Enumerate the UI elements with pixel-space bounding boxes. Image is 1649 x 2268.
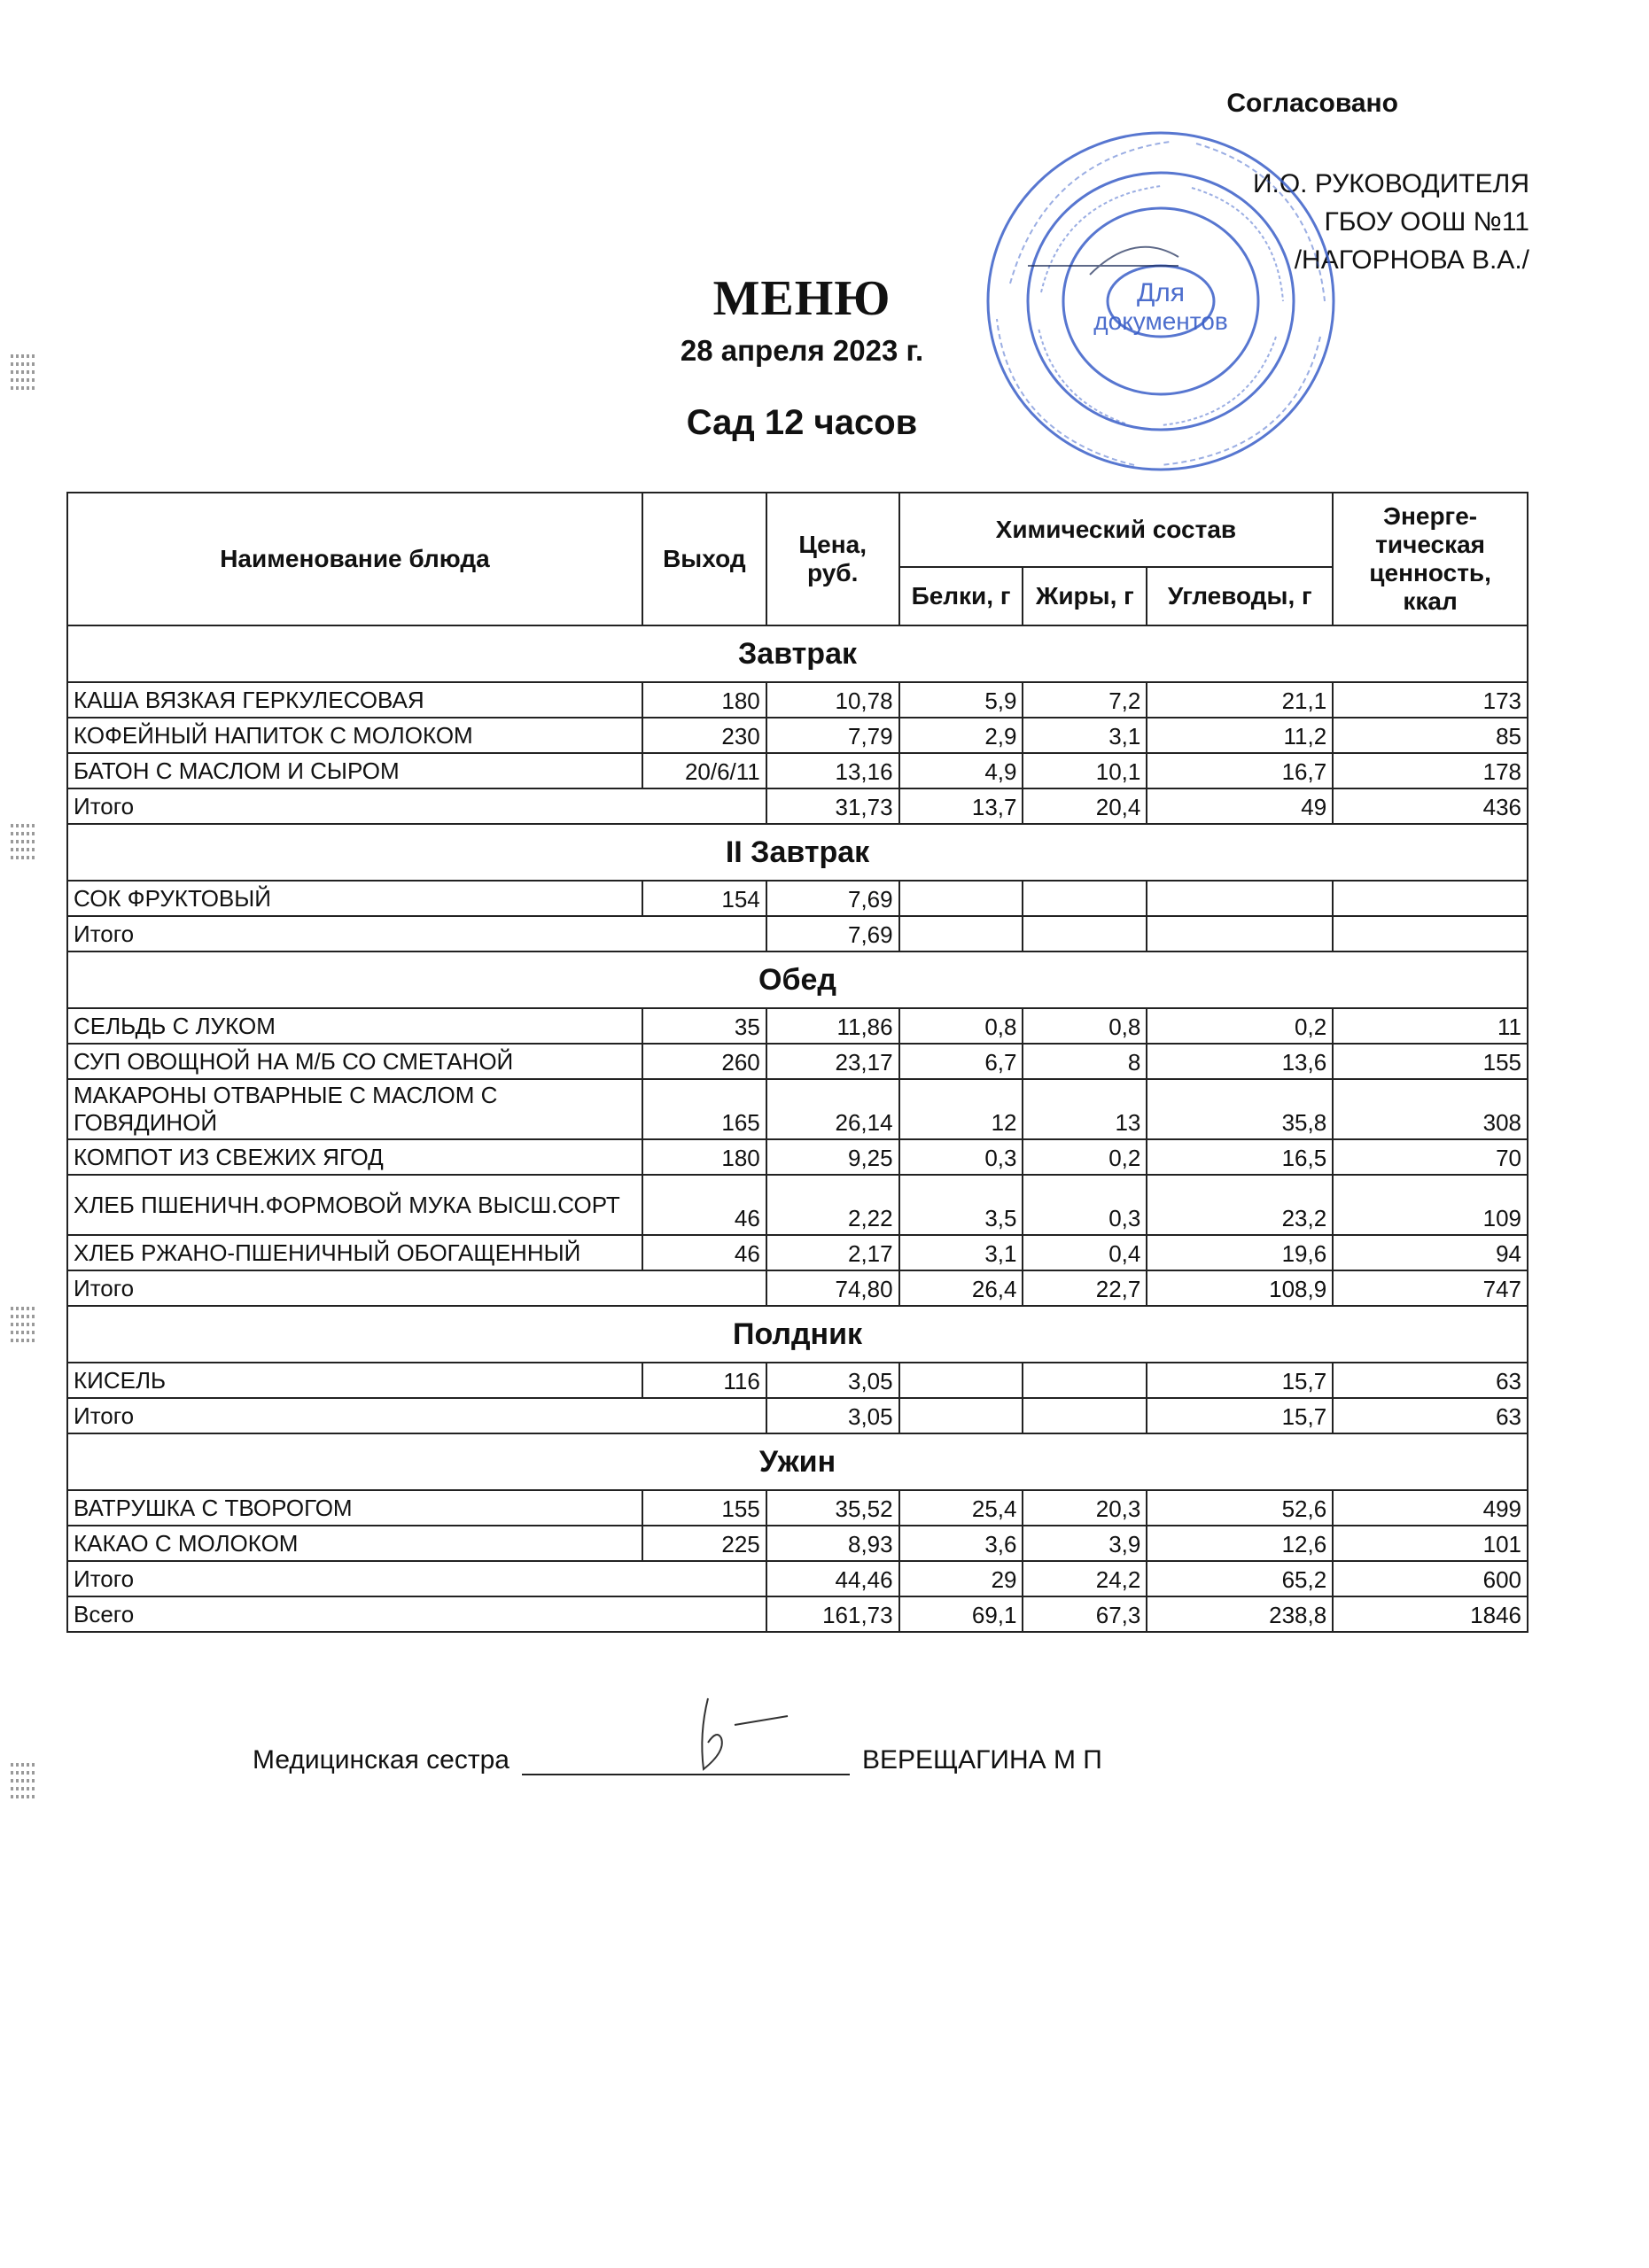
cell-fat: 0,3	[1023, 1175, 1147, 1235]
total-row	[67, 788, 1528, 824]
cell-energy: 70	[1333, 1139, 1528, 1175]
table-row	[67, 1175, 1528, 1235]
cell-carbs: 0,2	[1147, 1008, 1333, 1044]
total-price: 74,80	[766, 1270, 899, 1306]
cell-energy: 101	[1333, 1526, 1528, 1561]
cell-protein: 12	[899, 1079, 1023, 1139]
total-fat	[1023, 1398, 1147, 1433]
total-row	[67, 1270, 1528, 1306]
cell-price: 7,69	[766, 881, 899, 916]
dish-name: ХЛЕБ РЖАНО-ПШЕНИЧНЫЙ ОБОГАЩЕННЫЙ	[67, 1235, 642, 1270]
section-row	[67, 951, 1528, 1008]
cell-energy	[1333, 881, 1528, 916]
grand-total-label: Всего	[67, 1596, 766, 1632]
total-price: 31,73	[766, 788, 899, 824]
total-energy: 63	[1333, 1398, 1528, 1433]
total-fat: 20,4	[1023, 788, 1147, 824]
cell-output: 180	[642, 682, 766, 718]
table-row	[67, 718, 1528, 753]
cell-protein	[899, 881, 1023, 916]
grand-total-energy: 1846	[1333, 1596, 1528, 1632]
total-carbs	[1147, 916, 1333, 951]
cell-fat	[1023, 1363, 1147, 1398]
cell-fat: 0,2	[1023, 1139, 1147, 1175]
total-fat: 24,2	[1023, 1561, 1147, 1596]
cell-energy: 85	[1333, 718, 1528, 753]
section-row	[67, 1306, 1528, 1363]
total-label: Итого	[67, 916, 766, 951]
cell-energy: 499	[1333, 1490, 1528, 1526]
cell-price: 3,05	[766, 1363, 899, 1398]
dish-name: БАТОН С МАСЛОМ И СЫРОМ	[67, 753, 642, 788]
dish-name: КАША ВЯЗКАЯ ГЕРКУЛЕСОВАЯ	[67, 682, 642, 718]
cell-fat: 3,9	[1023, 1526, 1147, 1561]
total-protein: 13,7	[899, 788, 1023, 824]
cell-output: 225	[642, 1526, 766, 1561]
section-row	[67, 824, 1528, 881]
grand-total-row	[67, 1596, 1528, 1632]
header-carbs: Углеводы, г	[1147, 567, 1333, 625]
cell-energy: 94	[1333, 1235, 1528, 1270]
grand-total-protein: 69,1	[899, 1596, 1023, 1632]
total-protein: 29	[899, 1561, 1023, 1596]
approval-position: И.О. РУКОВОДИТЕЛЯ	[1252, 169, 1529, 198]
cell-fat: 8	[1023, 1044, 1147, 1079]
cell-protein: 0,3	[899, 1139, 1023, 1175]
grand-total-fat: 67,3	[1023, 1596, 1147, 1632]
cell-protein: 2,9	[899, 718, 1023, 753]
approval-person: /НАГОРНОВА В.А./	[1294, 245, 1529, 275]
dish-name: СУП ОВОЩНОЙ НА М/Б СО СМЕТАНОЙ	[67, 1044, 642, 1079]
cell-fat: 10,1	[1023, 753, 1147, 788]
cell-output: 165	[642, 1079, 766, 1139]
dish-name: КИСЕЛЬ	[67, 1363, 642, 1398]
cell-protein: 3,6	[899, 1526, 1023, 1561]
cell-output: 260	[642, 1044, 766, 1079]
total-fat: 22,7	[1023, 1270, 1147, 1306]
cell-price: 2,17	[766, 1235, 899, 1270]
total-protein: 26,4	[899, 1270, 1023, 1306]
header-energy: Энерге-тическая ценность, ккал	[1333, 493, 1528, 625]
section-row	[67, 625, 1528, 682]
table-row	[67, 881, 1528, 916]
cell-carbs: 35,8	[1147, 1079, 1333, 1139]
cell-price: 9,25	[766, 1139, 899, 1175]
header-protein: Белки, г	[899, 567, 1023, 625]
cell-protein: 3,5	[899, 1175, 1023, 1235]
signer-role: Медицинская сестра	[253, 1745, 509, 1775]
cell-protein: 3,1	[899, 1235, 1023, 1270]
section-title: Полдник	[67, 1306, 1528, 1363]
menu-table	[66, 492, 1528, 1633]
total-price: 44,46	[766, 1561, 899, 1596]
cell-carbs: 15,7	[1147, 1363, 1333, 1398]
cell-energy: 173	[1333, 682, 1528, 718]
cell-carbs: 16,7	[1147, 753, 1333, 788]
cell-output: 230	[642, 718, 766, 753]
total-row	[67, 916, 1528, 951]
grand-total-price: 161,73	[766, 1596, 899, 1632]
cell-fat	[1023, 881, 1147, 916]
cell-fat: 7,2	[1023, 682, 1147, 718]
cell-protein: 0,8	[899, 1008, 1023, 1044]
total-label: Итого	[67, 1398, 766, 1433]
cell-price: 2,22	[766, 1175, 899, 1235]
dish-name: МАКАРОНЫ ОТВАРНЫЕ С МАСЛОМ С ГОВЯДИНОЙ	[67, 1079, 642, 1139]
cell-carbs: 52,6	[1147, 1490, 1333, 1526]
cell-output: 46	[642, 1235, 766, 1270]
approval-heading: Согласовано	[1226, 89, 1398, 118]
cell-carbs: 12,6	[1147, 1526, 1333, 1561]
table-row	[67, 1008, 1528, 1044]
header-output: Выход	[642, 493, 766, 625]
total-carbs: 15,7	[1147, 1398, 1333, 1433]
section-title: Завтрак	[67, 625, 1528, 682]
scan-artifact	[11, 1763, 37, 1803]
cell-protein	[899, 1363, 1023, 1398]
table-row	[67, 1526, 1528, 1561]
cell-price: 23,17	[766, 1044, 899, 1079]
cell-output: 116	[642, 1363, 766, 1398]
cell-protein: 25,4	[899, 1490, 1023, 1526]
total-label: Итого	[67, 1561, 766, 1596]
table-row	[67, 1235, 1528, 1270]
document-title: МЕНЮ	[712, 271, 891, 326]
section-title: Обед	[67, 951, 1528, 1008]
stamp-text-2: документов	[1093, 307, 1228, 335]
table-row	[67, 1044, 1528, 1079]
total-protein	[899, 916, 1023, 951]
cell-price: 11,86	[766, 1008, 899, 1044]
cell-carbs: 19,6	[1147, 1235, 1333, 1270]
cell-fat: 0,8	[1023, 1008, 1147, 1044]
cell-protein: 5,9	[899, 682, 1023, 718]
header-fat: Жиры, г	[1023, 567, 1147, 625]
cell-fat: 3,1	[1023, 718, 1147, 753]
cell-fat: 0,4	[1023, 1235, 1147, 1270]
scan-artifact	[11, 824, 37, 864]
total-energy	[1333, 916, 1528, 951]
total-energy: 436	[1333, 788, 1528, 824]
total-carbs: 49	[1147, 788, 1333, 824]
total-fat	[1023, 916, 1147, 951]
total-energy: 600	[1333, 1561, 1528, 1596]
cell-carbs: 16,5	[1147, 1139, 1333, 1175]
table-row	[67, 1139, 1528, 1175]
cell-price: 35,52	[766, 1490, 899, 1526]
dish-name: ВАТРУШКА С ТВОРОГОМ	[67, 1490, 642, 1526]
dish-name: КАКАО С МОЛОКОМ	[67, 1526, 642, 1561]
header-chemical-composition: Химический состав	[899, 493, 1334, 567]
cell-output: 20/6/11	[642, 753, 766, 788]
table-row	[67, 753, 1528, 788]
grand-total-carbs: 238,8	[1147, 1596, 1333, 1632]
table-row	[67, 1079, 1528, 1139]
total-price: 7,69	[766, 916, 899, 951]
cell-price: 26,14	[766, 1079, 899, 1139]
cell-carbs: 11,2	[1147, 718, 1333, 753]
cell-carbs: 13,6	[1147, 1044, 1333, 1079]
cell-energy: 178	[1333, 753, 1528, 788]
cell-price: 10,78	[766, 682, 899, 718]
cell-fat: 13	[1023, 1079, 1147, 1139]
cell-price: 13,16	[766, 753, 899, 788]
cell-energy: 308	[1333, 1079, 1528, 1139]
cell-energy: 63	[1333, 1363, 1528, 1398]
table-row	[67, 1363, 1528, 1398]
header-price: Цена, руб.	[766, 493, 899, 625]
cell-output: 154	[642, 881, 766, 916]
scan-artifact	[11, 1307, 37, 1347]
total-price: 3,05	[766, 1398, 899, 1433]
cell-protein: 6,7	[899, 1044, 1023, 1079]
cell-carbs	[1147, 881, 1333, 916]
document-date: 28 апреля 2023 г.	[680, 334, 924, 367]
total-label: Итого	[67, 1270, 766, 1306]
cell-carbs: 23,2	[1147, 1175, 1333, 1235]
cell-price: 8,93	[766, 1526, 899, 1561]
signer-name: ВЕРЕЩАГИНА М П	[861, 1745, 1102, 1775]
total-carbs: 108,9	[1147, 1270, 1333, 1306]
dish-name: КОФЕЙНЫЙ НАПИТОК С МОЛОКОМ	[67, 718, 642, 753]
scan-artifact	[11, 354, 37, 394]
signature-field	[522, 1738, 850, 1775]
total-label: Итого	[67, 788, 766, 824]
stamp-text-1: Для	[1136, 278, 1186, 307]
approval-organization: ГБОУ ООШ №11	[1324, 207, 1529, 237]
dish-name: ХЛЕБ ПШЕНИЧН.ФОРМОВОЙ МУКА ВЫСШ.СОРТ	[67, 1175, 642, 1235]
cell-output: 180	[642, 1139, 766, 1175]
cell-energy: 155	[1333, 1044, 1528, 1079]
table-row	[67, 1490, 1528, 1526]
dish-name: КОМПОТ ИЗ СВЕЖИХ ЯГОД	[67, 1139, 642, 1175]
document-subtitle: Сад 12 часов	[686, 403, 918, 442]
section-title: II Завтрак	[67, 824, 1528, 881]
cell-output: 35	[642, 1008, 766, 1044]
signature-line	[253, 1738, 1102, 1775]
header-dish-name: Наименование блюда	[67, 493, 642, 625]
document-title-block	[567, 270, 1037, 443]
cell-energy: 11	[1333, 1008, 1528, 1044]
dish-name: СОК ФРУКТОВЫЙ	[67, 881, 642, 916]
cell-protein: 4,9	[899, 753, 1023, 788]
total-row	[67, 1561, 1528, 1596]
cell-carbs: 21,1	[1147, 682, 1333, 718]
section-row	[67, 1433, 1528, 1490]
cell-price: 7,79	[766, 718, 899, 753]
table-row	[67, 682, 1528, 718]
total-row	[67, 1398, 1528, 1433]
dish-name: СЕЛЬДЬ С ЛУКОМ	[67, 1008, 642, 1044]
total-energy: 747	[1333, 1270, 1528, 1306]
menu-table-body	[67, 625, 1528, 1632]
cell-output: 155	[642, 1490, 766, 1526]
cell-energy: 109	[1333, 1175, 1528, 1235]
cell-fat: 20,3	[1023, 1490, 1147, 1526]
handwritten-signature-icon	[673, 1689, 814, 1778]
cell-output: 46	[642, 1175, 766, 1235]
total-carbs: 65,2	[1147, 1561, 1333, 1596]
total-protein	[899, 1398, 1023, 1433]
section-title: Ужин	[67, 1433, 1528, 1490]
